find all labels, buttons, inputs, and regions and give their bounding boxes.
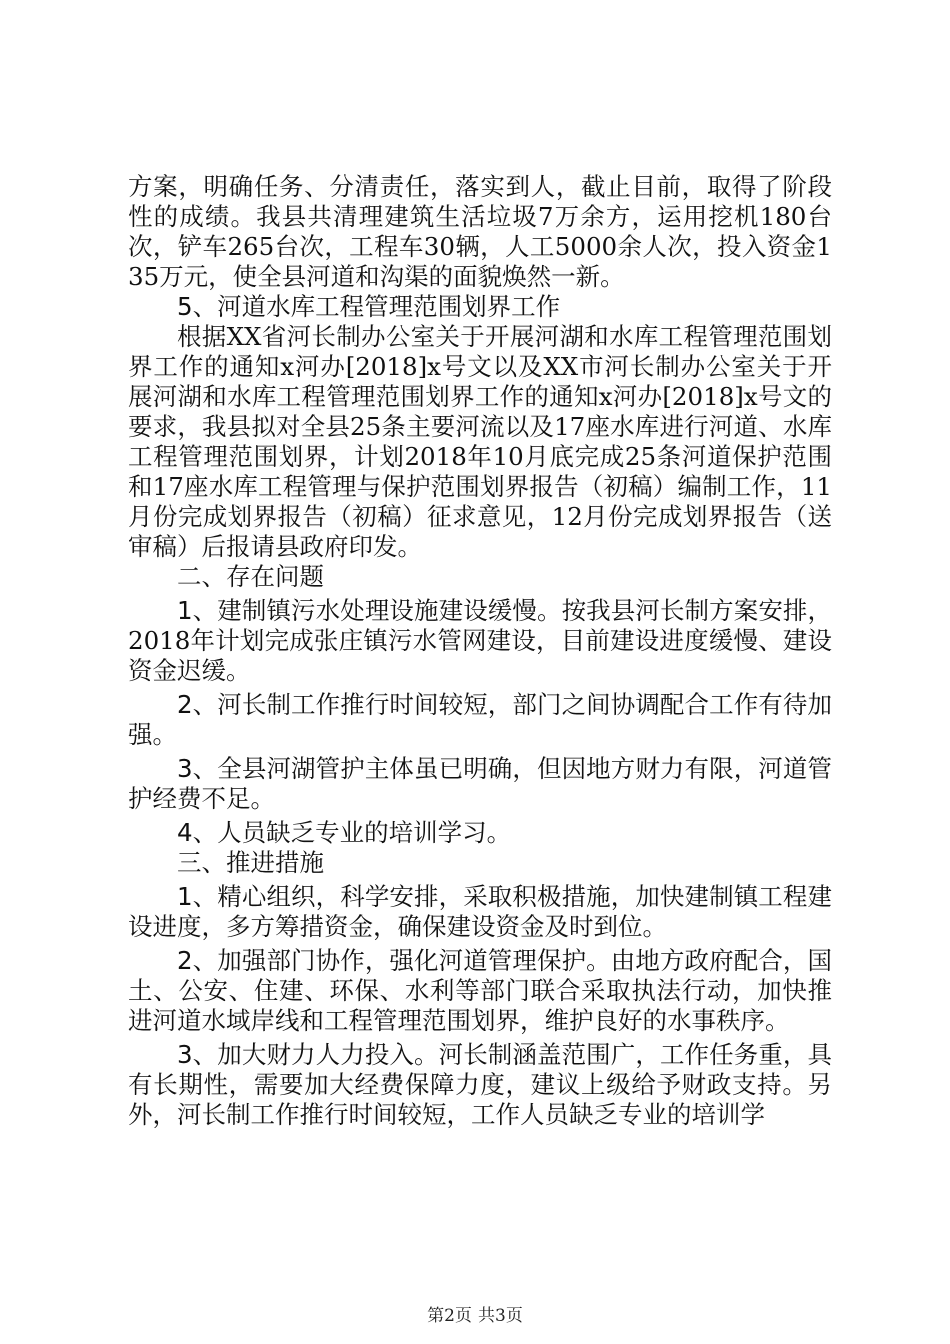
section-heading-measures: 三、推进措施 xyxy=(177,848,324,877)
paragraph-2: 根据XX省河长制办公室关于开展河湖和水库工程管理范围划界工作的通知x河办[2018]x号文以及XX市河长制办公室关于开展河湖和水库工程管理范围划界工作的通知x河办[2018]x号文的要求，我县拟对全县25条主要河流以及17座水库进行河道、水库工程管理范围划界，计划2018年10月底完成25条河道保护范围和17座水库工程管理与保护范围划界报告（初稿）编制工作，11月份完成划界报告（初稿）征求意见，12月份完成划界报告（送审稿）后报请县政府印发。 xyxy=(128,322,832,561)
problem-item-4: 4、人员缺乏专业的培训学习。 xyxy=(177,818,512,847)
problem-item-1-lead: 1、建制镇污水处理设施建设缓慢。 xyxy=(177,596,562,625)
document-body xyxy=(128,172,832,1130)
paragraph-1: 方案，明确任务、分清责任，落实到人，截止目前，取得了阶段性的成绩。我县共清理建筑生活垃圾7万余方，运用挖机180台次，铲车265台次，工程车30辆，人工5000余人次，投入资金135万元，使全县河道和沟渠的面貌焕然一新。 xyxy=(128,172,832,291)
problem-item-3: 3、全县河湖管护主体虽已明确，但因地方财力有限，河道管护经费不足。 xyxy=(128,754,832,813)
measure-item-3-text: 河长制涵盖范围广，工作任务重，具有长期性，需要加大经费保障力度，建议上级给予财政支持。另外，河长制工作推行时间较短，工作人员缺乏专业的培训学 xyxy=(128,1040,832,1129)
problem-item-1-text: 按我县河长制方案安排，2018年计划完成张庄镇污水管网建设，目前建设进度缓慢、建设资金迟缓。 xyxy=(128,596,833,685)
page-total: 共3页 xyxy=(478,1306,523,1326)
measure-item-2-text: 由地方政府配合，国土、公安、住建、环保、水利等部门联合采取执法行动，加快推进河道水域岸线和工程管理范围划界，维护良好的水事秩序。 xyxy=(128,946,833,1035)
problem-item-1 xyxy=(128,596,832,686)
measure-item-2-lead: 2、加强部门协作，强化河道管理保护。 xyxy=(177,946,611,975)
measure-item-3 xyxy=(128,1040,832,1130)
section-heading-5: 5、河道水库工程管理范围划界工作 xyxy=(177,292,561,321)
measure-item-3-lead: 3、加大财力人力投入。 xyxy=(177,1040,439,1069)
page-number: 第2页 xyxy=(427,1306,472,1326)
measure-item-1: 1、精心组织，科学安排，采取积极措施，加快建制镇工程建设进度，多方筹措资金，确保建设资金及时到位。 xyxy=(128,882,832,941)
problem-item-2: 2、河长制工作推行时间较短，部门之间协调配合工作有待加强。 xyxy=(128,690,832,749)
page-footer xyxy=(0,1301,950,1326)
measure-item-2 xyxy=(128,946,832,1036)
section-heading-problems: 二、存在问题 xyxy=(177,562,324,591)
